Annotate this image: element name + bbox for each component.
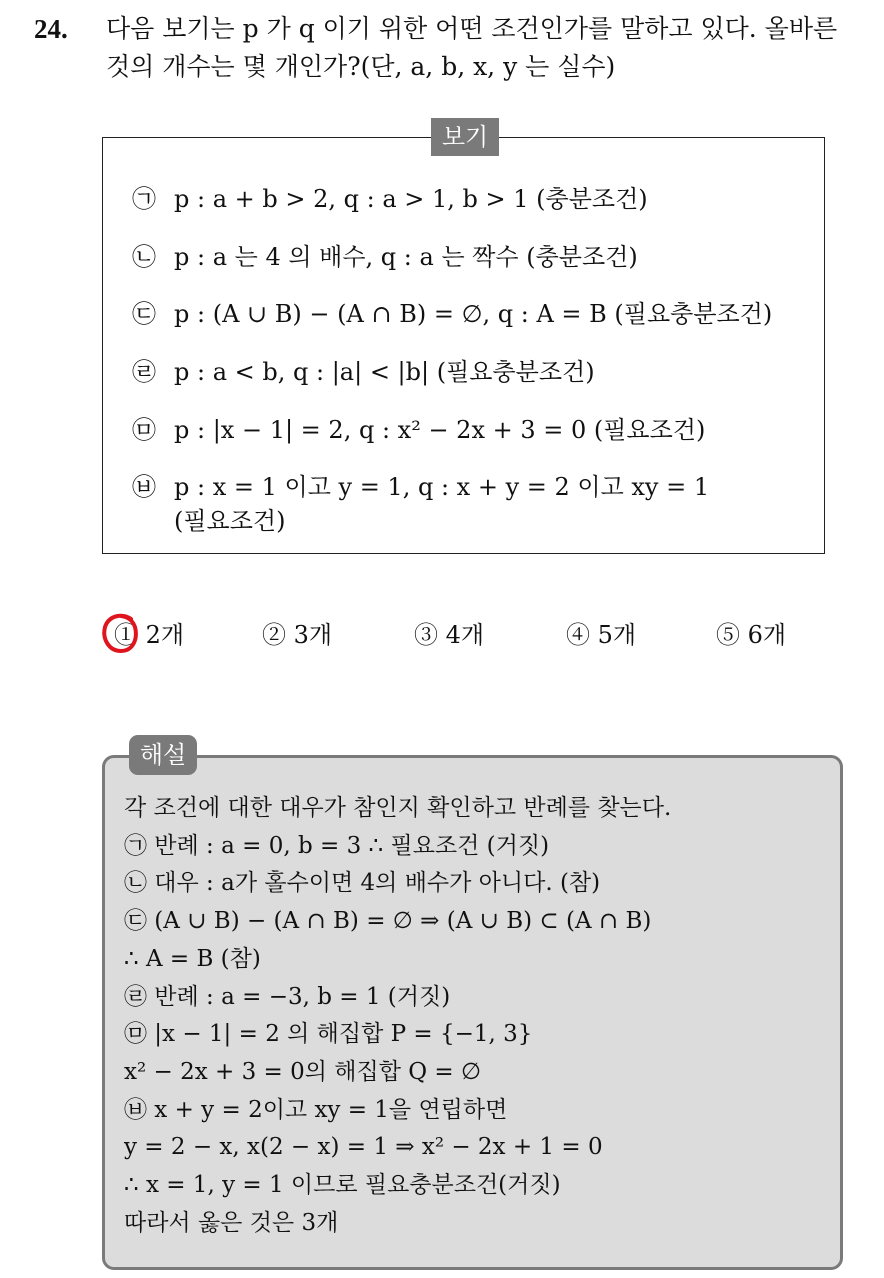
solution-line: 따라서 옳은 것은 3개 bbox=[124, 1209, 339, 1236]
bogi-title: 보기 bbox=[431, 118, 499, 156]
bogi-item-mark: ㉠ bbox=[132, 185, 156, 213]
bogi-item-text: p : |x − 1| = 2, q : x² − 2x + 3 = 0 (필요조건) bbox=[174, 416, 706, 444]
answer-choices bbox=[106, 615, 826, 655]
choice-2[interactable]: ② 3개 bbox=[262, 621, 333, 649]
solution-line: ∴ A = B (참) bbox=[124, 945, 261, 972]
bogi-item-mark: ㉥ bbox=[132, 473, 156, 501]
bogi-item bbox=[132, 470, 709, 538]
bogi-item-text: p : x = 1 이고 y = 1, q : x + y = 2 이고 xy = 1 (필요조건) bbox=[174, 473, 710, 535]
solution-line: x² − 2x + 3 = 0의 해집합 Q = ∅ bbox=[124, 1058, 482, 1085]
solution-title: 해설 bbox=[129, 735, 197, 775]
bogi-item bbox=[132, 355, 595, 389]
answer-mark-circle-icon bbox=[101, 611, 139, 655]
bogi-item-mark: ㉢ bbox=[132, 300, 156, 328]
solution-text bbox=[124, 790, 824, 1242]
choice-1[interactable]: ① 2개 bbox=[114, 621, 185, 649]
question-text bbox=[106, 10, 884, 86]
choice-4[interactable]: ④ 5개 bbox=[566, 621, 637, 649]
solution-line: ㉢ (A ∪ B) − (A ∩ B) = ∅ ⇒ (A ∪ B) ⊂ (A ∩ B) bbox=[124, 908, 652, 935]
solution-line: ㉡ 대우 : a가 홀수이면 4의 배수가 아니다. (참) bbox=[124, 870, 601, 897]
bogi-item bbox=[132, 182, 648, 216]
choice-5[interactable]: ⑤ 6개 bbox=[716, 621, 787, 649]
bogi-item-mark: ㉡ bbox=[132, 243, 156, 271]
solution-line: ㉥ x + y = 2이고 xy = 1을 연립하면 bbox=[124, 1096, 508, 1123]
bogi-item-text: p : (A ∪ B) − (A ∩ B) = ∅, q : A = B (필요충분조건) bbox=[174, 300, 773, 328]
solution-line: ∴ x = 1, y = 1 이므로 필요충분조건(거짓) bbox=[124, 1172, 561, 1199]
solution-line: ㉤ |x − 1| = 2 의 해집합 P = {−1, 3} bbox=[124, 1021, 533, 1048]
bogi-item-text: p : a 는 4 의 배수, q : a 는 짝수 (충분조건) bbox=[174, 243, 638, 271]
bogi-item bbox=[132, 240, 638, 274]
bogi-item-text: p : a + b > 2, q : a > 1, b > 1 (충분조건) bbox=[174, 185, 648, 213]
question-line-1: 다음 보기는 p 가 q 이기 위한 어떤 조건인가를 말하고 있다. 올바른 bbox=[106, 14, 838, 43]
bogi-item-text: p : a < b, q : |a| < |b| (필요충분조건) bbox=[174, 358, 595, 386]
bogi-item-mark: ㉤ bbox=[132, 416, 156, 444]
bogi-item bbox=[132, 297, 772, 331]
solution-line: y = 2 − x, x(2 − x) = 1 ⇒ x² − 2x + 1 = 0 bbox=[124, 1134, 603, 1161]
solution-line: 각 조건에 대한 대우가 참인지 확인하고 반례를 찾는다. bbox=[124, 795, 672, 821]
choice-3[interactable]: ③ 4개 bbox=[414, 621, 485, 649]
solution-line: ㉠ 반례 : a = 0, b = 3 ∴ 필요조건 (거짓) bbox=[124, 832, 550, 859]
bogi-item bbox=[132, 413, 705, 447]
question-line-2: 것의 개수는 몇 개인가?(단, a, b, x, y 는 실수) bbox=[106, 52, 616, 81]
question-number: 24. bbox=[34, 14, 68, 44]
solution-line: ㉣ 반례 : a = −3, b = 1 (거짓) bbox=[124, 983, 451, 1010]
bogi-item-mark: ㉣ bbox=[132, 358, 156, 386]
